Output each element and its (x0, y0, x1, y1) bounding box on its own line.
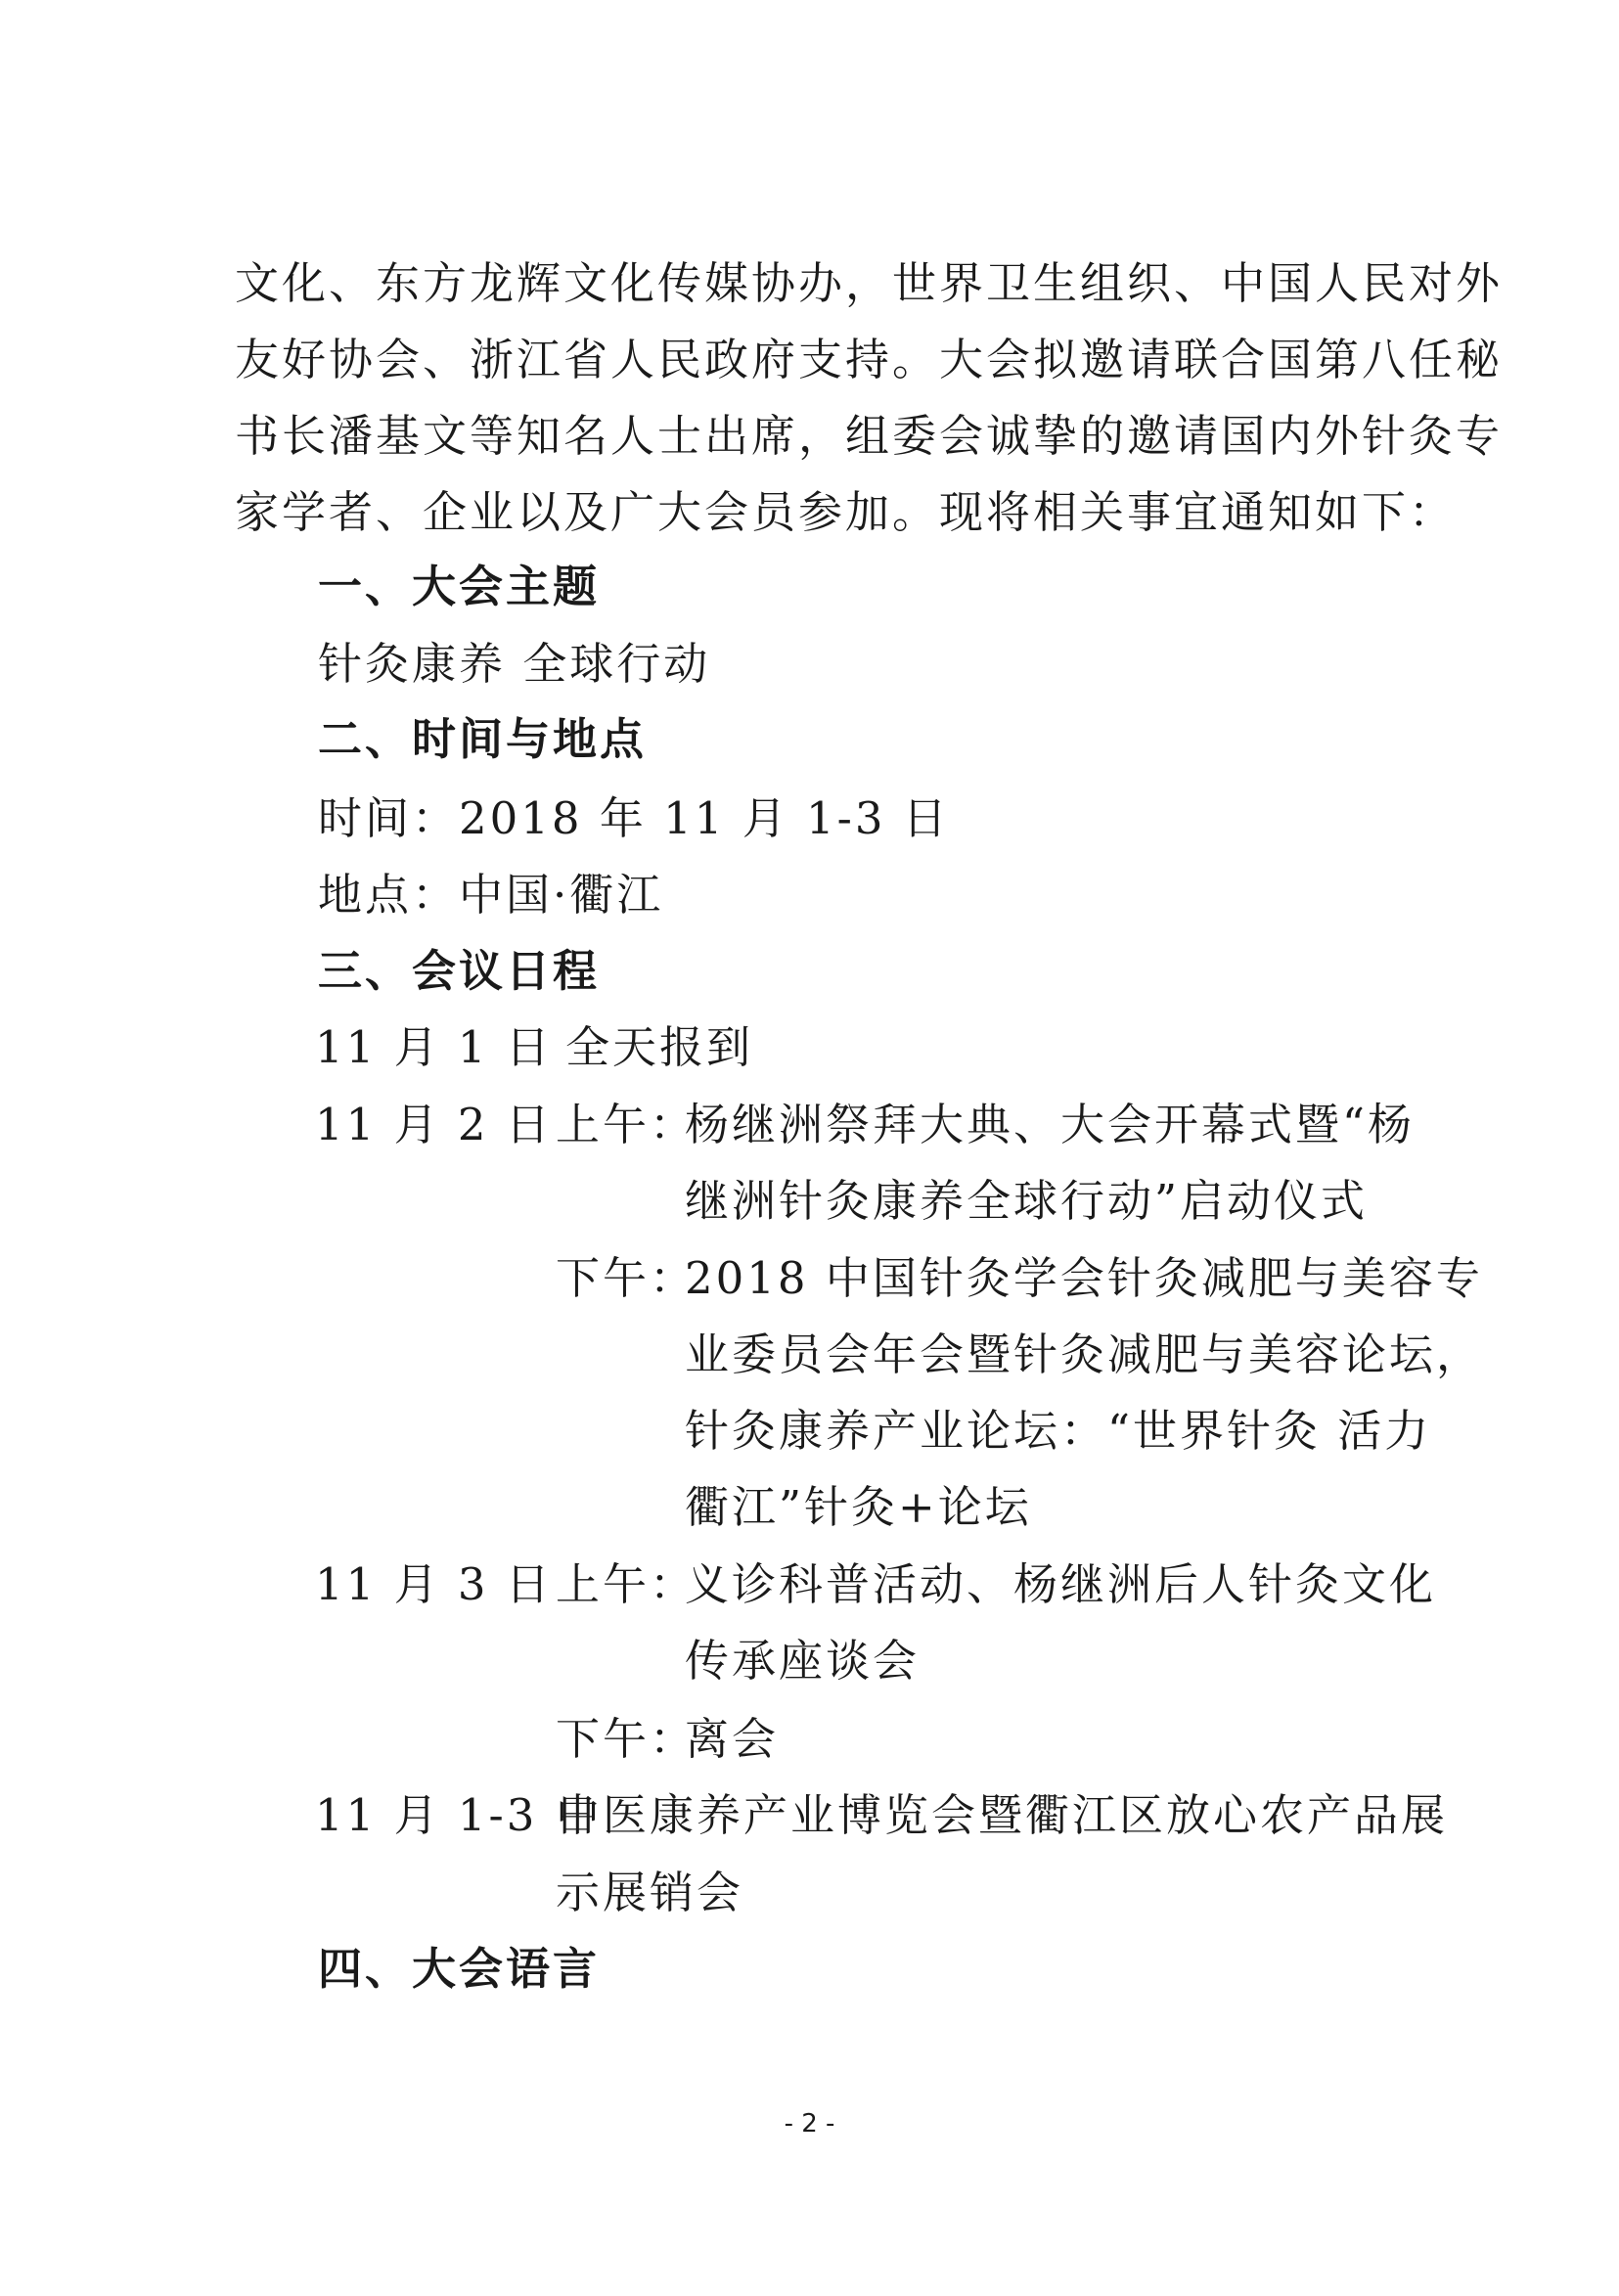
section-heading-language: 四、大会语言 (318, 1943, 601, 1995)
intro-line-1: 文化、东方龙辉文化传媒协办，世界卫生组织、中国人民对外 (235, 257, 1504, 309)
intro-line-2: 友好协会、浙江省人民政府支持。大会拟邀请联合国第八任秘 (235, 334, 1504, 385)
meeting-time: 时间：2018 年 11 月 1-3 日 (318, 792, 950, 844)
schedule-day2-pm-line-4: 衢江”针灸+论坛 (685, 1481, 1032, 1533)
schedule-expo-line-2: 示展销会 (556, 1867, 744, 1918)
schedule-day3-am-line-2: 传承座谈会 (685, 1635, 921, 1687)
section-heading-time-place: 二、时间与地点 (318, 713, 648, 765)
schedule-day3-date: 11 月 3 日 (315, 1558, 553, 1610)
schedule-day3-am-label: 上午： (556, 1558, 697, 1610)
meeting-place: 地点：中国·衢江 (318, 869, 664, 921)
schedule-day1-date: 11 月 1 日 (315, 1021, 553, 1073)
schedule-day2-am-line-1: 杨继洲祭拜大典、大会开幕式暨“杨 (685, 1099, 1416, 1150)
schedule-day3-am-line-1: 义诊科普活动、杨继洲后人针灸文化 (685, 1558, 1437, 1610)
theme-content: 针灸康养 全球行动 (318, 638, 711, 690)
schedule-day2-am-line-2: 继洲针灸康养全球行动”启动仪式 (685, 1175, 1369, 1227)
section-heading-schedule: 三、会议日程 (318, 945, 601, 997)
schedule-day2-pm-line-3: 针灸康养产业论坛：“世界针灸 活力 (685, 1405, 1432, 1457)
schedule-expo-date: 11 月 1-3 日 (315, 1789, 602, 1841)
section-heading-theme: 一、大会主题 (318, 561, 601, 612)
schedule-day3-pm-line-1: 离会 (685, 1713, 780, 1765)
schedule-day2-pm-line-1: 2018 中国针灸学会针灸减肥与美容专 (685, 1252, 1483, 1304)
schedule-expo-line-1: 中医康养产业博览会暨衢江区放心农产品展 (556, 1789, 1449, 1841)
schedule-day3-pm-label: 下午： (556, 1713, 697, 1765)
page-number: - 2 - (784, 2109, 835, 2138)
intro-line-3: 书长潘基文等知名人士出席，组委会诚挚的邀请国内外针灸专 (235, 410, 1504, 462)
schedule-day2-pm-line-2: 业委员会年会暨针灸减肥与美容论坛， (685, 1328, 1484, 1380)
schedule-day2-am-label: 上午： (556, 1099, 697, 1150)
schedule-day2-pm-label: 下午： (556, 1252, 697, 1304)
schedule-day2-date: 11 月 2 日 (315, 1099, 553, 1150)
schedule-day1-text: 全天报到 (565, 1021, 754, 1073)
intro-line-4: 家学者、企业以及广大会员参加。现将相关事宜通知如下： (235, 486, 1457, 538)
